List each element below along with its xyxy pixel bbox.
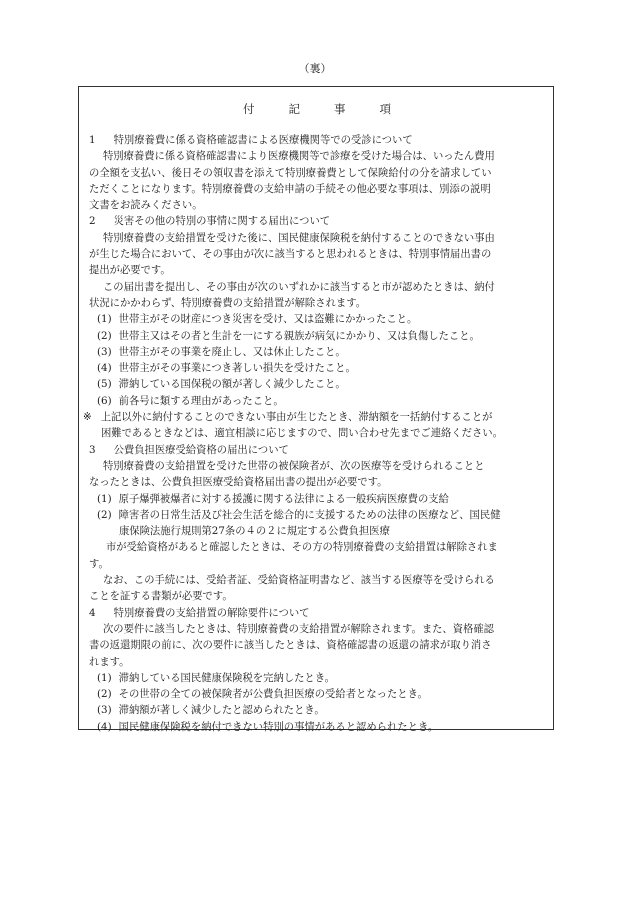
line-number: (2) xyxy=(97,329,112,342)
list-item xyxy=(79,702,547,718)
text-line xyxy=(79,621,546,637)
text-line xyxy=(79,197,547,213)
text-line xyxy=(79,588,547,604)
line-text: が生じた場合において、その事由が次に該当すると思われるときは、特別事情届出書の xyxy=(89,248,492,261)
section-heading xyxy=(79,213,547,229)
line-text: 世帯主がその事業を廃止し、又は休止したこと。 xyxy=(118,345,346,358)
line-text: 特別療養費の支給措置の解除要件について xyxy=(113,606,310,619)
line-text: 国民健康保険税を納付できない特別の事情があると認められたとき。 xyxy=(118,720,439,733)
line-number: (6) xyxy=(97,394,112,407)
line-text: 状況にかかわらず、特別療養費の支給措置が解除されます。 xyxy=(89,296,367,309)
line-text: す。 xyxy=(89,557,109,570)
line-number: (1) xyxy=(97,313,112,326)
line-text: 原子爆弾被爆者に対する援護に関する法律による一般疾病医療費の支給 xyxy=(118,492,449,505)
line-number: 4 xyxy=(89,606,96,619)
text-line xyxy=(79,148,546,164)
list-item xyxy=(79,376,547,392)
line-text: の全額を支払い、後日その領収書を添えて特別療養費として保険給付の分を請求してい xyxy=(89,166,492,179)
list-item xyxy=(79,507,547,523)
page-side-label: （裏） xyxy=(298,62,332,75)
line-text: 書の返還期限の前に、次の要件に該当したときは、資格確認書の返還の請求が取り消さ xyxy=(89,639,492,652)
title-char: 事 xyxy=(334,102,346,116)
title-char: 項 xyxy=(379,102,391,116)
line-number: (2) xyxy=(97,508,112,521)
line-text: なお、この手続には、受給者証、受給資格証明書など、該当する医療等を受けられる xyxy=(103,574,495,587)
list-item xyxy=(79,344,547,360)
line-text: 特別療養費に係る資格確認書による医療機関等での受診について xyxy=(113,134,413,146)
line-number: (4) xyxy=(97,720,112,733)
line-number: (5) xyxy=(97,378,112,391)
line-text: 次の要件に該当したときは、特別療養費の支給措置が解除されます。また、資格確認 xyxy=(103,622,495,635)
text-line xyxy=(79,654,547,670)
text-line xyxy=(79,539,546,555)
line-text: 特別療養費の支給措置を受けた後に、国民健康保険税を納付することのできない事由 xyxy=(103,231,495,244)
line-text: 世帯主がその財産につき災害を受け、又は盗難にかかったこと。 xyxy=(118,313,418,326)
line-text: 前各号に類する理由があったこと。 xyxy=(118,394,284,407)
list-item xyxy=(79,360,547,376)
line-text: 滞納している国民健康保険税を完納したとき。 xyxy=(118,671,335,684)
line-text: なったときは、公費負担医療受給資格届出書の提出が必要です。 xyxy=(89,476,388,489)
line-text: 公費負担医療受給資格の届出について xyxy=(113,443,289,456)
line-text: 世帯主又はその者と生計を一にする親族が病気にかかり、又は負傷したこと。 xyxy=(118,329,480,342)
line-number: ※ xyxy=(83,411,92,424)
text-line xyxy=(79,425,546,441)
text-line xyxy=(79,279,546,295)
text-line xyxy=(79,262,547,278)
notes-title xyxy=(79,102,555,116)
line-text: この届出書を提出し、その事由が次のいずれかに該当すると市が認めたときは、納付 xyxy=(103,280,495,293)
line-text: 災害その他の特別の事情に関する届出について xyxy=(113,215,331,228)
list-item xyxy=(79,393,547,409)
line-text: 特別療養費に係る資格確認書により医療機関等で診療を受けた場合は、いったん費用 xyxy=(103,150,495,163)
list-item xyxy=(79,328,547,344)
text-line xyxy=(79,572,546,588)
list-item xyxy=(79,311,547,327)
text-line xyxy=(80,523,547,539)
title-char: 記 xyxy=(288,102,300,116)
line-number: (1) xyxy=(97,671,112,684)
line-text: 康保険法施行規則第27条の４の２に規定する公費負担医療 xyxy=(119,525,390,538)
line-text: 市が受給資格があると確認したときは、その方の特別療養費の支給措置は解除されま xyxy=(106,541,498,554)
text-line xyxy=(79,230,546,246)
text-line xyxy=(79,165,547,181)
line-text: れます。 xyxy=(89,655,130,668)
line-text: 障害者の日常生活及び社会生活を総合的に支援するための法律の医療など、国民健 xyxy=(118,508,501,521)
line-number: (1) xyxy=(97,492,112,505)
text-line xyxy=(79,637,547,653)
text-line xyxy=(79,181,547,197)
line-text: 困難であるときなどは、適宜相談に応じますので、問い合わせ先までご連絡ください。 xyxy=(101,427,503,440)
section-heading xyxy=(79,605,547,621)
note-line xyxy=(79,409,547,425)
text-line xyxy=(79,246,547,262)
text-line xyxy=(79,458,546,474)
line-number: (2) xyxy=(97,688,112,701)
list-item xyxy=(79,719,547,735)
list-item xyxy=(79,491,547,507)
list-item xyxy=(79,670,547,686)
title-char: 付 xyxy=(243,102,255,116)
line-text: 特別療養費の支給措置を受けた世帯の被保険者が、次の医療等を受けられることと xyxy=(103,459,485,472)
line-text: 提出が必要です。 xyxy=(89,264,171,277)
line-number: 1 xyxy=(89,134,96,146)
notes-frame xyxy=(78,86,554,733)
text-line xyxy=(79,556,547,572)
notes-body xyxy=(79,132,555,735)
line-text: 滞納額が著しく減少したと認められたとき。 xyxy=(118,704,325,717)
text-line xyxy=(79,474,547,490)
line-text: 滞納している国保税の額が著しく減少したこと。 xyxy=(118,378,346,391)
list-item xyxy=(79,686,547,702)
text-line xyxy=(79,295,547,311)
line-text: ただくことになります。特別療養費の支給申請の手続その他必要な事項は、別添の説明 xyxy=(89,182,491,195)
line-text: 世帯主がその事業につき著しい損失を受けたこと。 xyxy=(118,362,356,375)
line-text: 上記以外に納付することのできない事由が生じたとき、滞納額を一括納付することが xyxy=(100,411,493,424)
line-number: 2 xyxy=(89,215,96,228)
line-text: ことを証する書類が必要です。 xyxy=(89,590,233,603)
section-heading xyxy=(79,132,547,148)
line-number: (3) xyxy=(97,345,112,358)
line-number: (3) xyxy=(97,704,112,717)
line-text: 文書をお読みください。 xyxy=(89,199,203,212)
section-heading xyxy=(79,442,547,458)
line-number: 3 xyxy=(89,443,96,456)
line-number: (4) xyxy=(97,362,112,375)
line-text: その世帯の全ての被保険者が公費負担医療の受給者となったとき。 xyxy=(118,688,428,701)
